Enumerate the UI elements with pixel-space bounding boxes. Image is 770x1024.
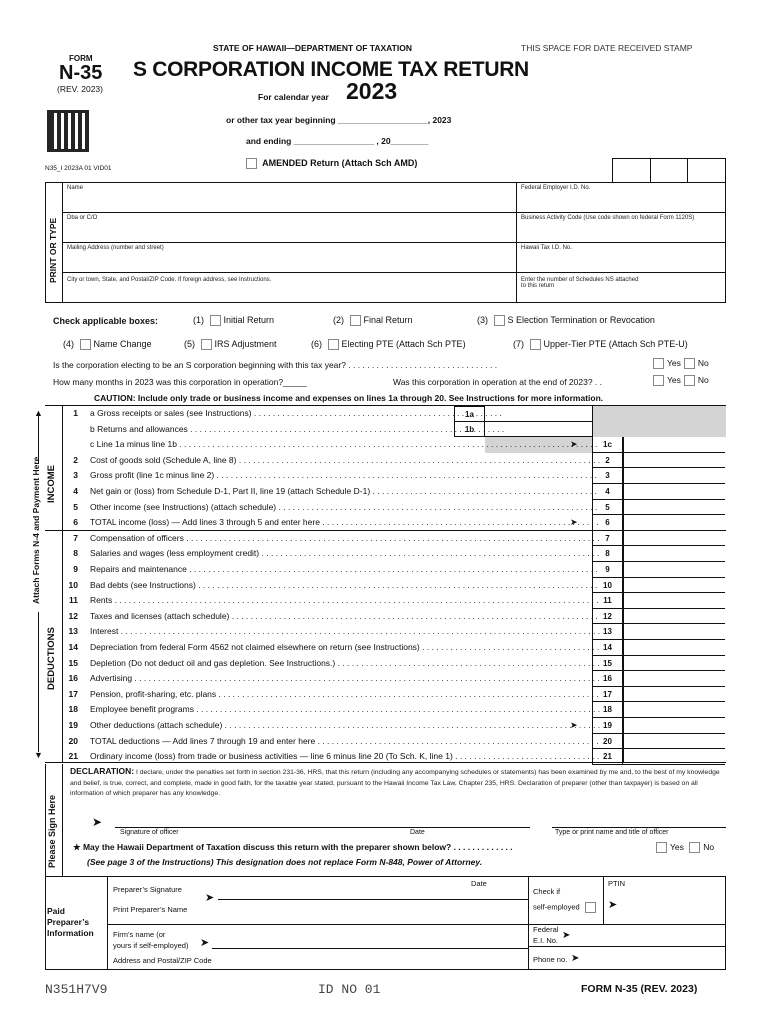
- footer-code: N351H7V9: [45, 982, 108, 997]
- attach-arrow-down: ▼: [34, 750, 43, 760]
- preparer-name-field[interactable]: Print Preparer’s Name: [113, 905, 188, 914]
- line-amount-field[interactable]: [623, 515, 725, 531]
- line-amount-field[interactable]: [623, 640, 725, 656]
- form-line: [62, 546, 725, 562]
- form-line: [62, 422, 725, 438]
- please-sign-here-label: Please Sign Here: [47, 794, 57, 868]
- line-description: TOTAL deductions — Add lines 7 through 19 and enter here . . .: [90, 734, 600, 750]
- line-description: a Gross receipts or sales (see Instructions) . . .: [90, 406, 505, 422]
- form-line: [62, 515, 725, 531]
- no-checkbox[interactable]: [684, 375, 695, 386]
- form-line: [62, 640, 725, 656]
- schedules-ns-field[interactable]: Enter the number of Schedules NS attached to this return: [521, 277, 639, 289]
- line-amount-field[interactable]: [623, 453, 725, 469]
- paid-preparer-label: Paid Preparer’s Information: [47, 906, 94, 938]
- tax-year: 2023: [346, 78, 398, 104]
- tax-year-ending: and ending _________________ , 20________: [246, 136, 429, 146]
- line-number: 14: [68, 642, 78, 652]
- attach-forms-label: Attach Forms N-4 and Payment Here: [31, 456, 41, 604]
- s-election-question: Is the corporation electing to be an S corporation beginning with this tax year? . . . . . . . . . . . . . . . . . . . . . . . . . . . . . . . .: [53, 360, 498, 370]
- line-amount-field[interactable]: [623, 687, 725, 703]
- form-line: [62, 734, 725, 750]
- line-box: 12: [592, 609, 623, 625]
- check-if-label: Check if: [533, 887, 561, 896]
- dba-field[interactable]: Dba or C/O: [67, 215, 98, 221]
- line-amount-field[interactable]: [623, 593, 725, 609]
- phone-arrow-icon: ➤: [571, 953, 580, 964]
- line-description: b Returns and allowances . . .: [90, 422, 505, 438]
- line-number: 17: [68, 688, 78, 699]
- operation-end-answer[interactable]: Yes No: [650, 375, 709, 386]
- line-number: 12: [68, 610, 78, 621]
- line-amount-field[interactable]: [623, 484, 725, 500]
- footer-form-name: FORM N-35 (REV. 2023): [581, 983, 698, 995]
- form-line: [62, 624, 725, 640]
- final-return-option[interactable]: (2) Final Return: [333, 315, 413, 325]
- form-line: [62, 468, 725, 484]
- firm-name-field[interactable]: Firm’s name (or yours if self-employed): [113, 930, 189, 950]
- line-box: 8: [592, 546, 623, 562]
- line-box: 15: [592, 656, 623, 672]
- caution-note: CAUTION: Include only trade or business income and expenses on lines 1a through 20. See Instructions for more information.: [94, 393, 604, 403]
- line-description: Compensation of officers . . .: [90, 531, 600, 547]
- line-description: Interest . . .: [90, 624, 600, 640]
- line-number: 3: [73, 470, 78, 481]
- self-employed-checkbox[interactable]: [585, 902, 596, 913]
- signature-arrow-icon: ➤: [92, 815, 103, 829]
- line-box: 4: [592, 484, 623, 500]
- line-box: 10: [592, 578, 623, 594]
- line-number: 6: [73, 517, 78, 528]
- line-amount-field[interactable]: [623, 734, 725, 750]
- line-box: 6: [592, 515, 623, 531]
- initial-return-option[interactable]: (1) Initial Return: [193, 315, 275, 325]
- line-description: Other income (see Instructions) (attach schedule) . . .: [90, 500, 600, 516]
- line-number: 1: [73, 408, 78, 418]
- line-amount-field[interactable]: [623, 624, 725, 640]
- line-amount-field[interactable]: [623, 578, 725, 594]
- preparer-date-field[interactable]: Date: [471, 879, 487, 888]
- line-description: Advertising . . .: [90, 671, 600, 687]
- line-description: Repairs and maintenance . . .: [90, 562, 600, 578]
- other-tax-year: or other tax year beginning ___________________, 2023: [226, 115, 452, 125]
- form-line: [62, 562, 725, 578]
- line-number: 4: [73, 486, 78, 496]
- preparer-signature-arrow-icon: ➤: [205, 892, 215, 904]
- no-checkbox[interactable]: [684, 358, 695, 369]
- upper-tier-pte-checkbox[interactable]: [530, 339, 541, 350]
- line-number: 15: [68, 657, 78, 668]
- line-description: TOTAL income (loss) — Add lines 3 through 5 and enter here . . .: [90, 515, 600, 531]
- ein-arrow-icon: ➤: [562, 930, 571, 941]
- city-field[interactable]: City or town, State, and Postal/ZIP Code. If foreign address, see Instructions.: [67, 277, 272, 283]
- final-return-checkbox[interactable]: [350, 315, 361, 326]
- line-description: Ordinary income (loss) from trade or business activities — line 6 minus line 20 (To Sch. K, line 1) . . .: [90, 749, 600, 765]
- line-amount-field[interactable]: [623, 671, 725, 687]
- form-line: [62, 500, 725, 516]
- line-description: Cost of goods sold (Schedule A, line 8) . . .: [90, 453, 600, 469]
- ptin-field[interactable]: PTIN: [608, 879, 626, 888]
- officer-name-title-field[interactable]: Type or print name and title of officer: [555, 829, 669, 836]
- form-line: [62, 593, 725, 609]
- line-box: 2: [592, 453, 623, 469]
- upper-tier-pte-option[interactable]: (7) Upper-Tier PTE (Attach Sch PTE-U): [513, 339, 688, 349]
- s-election-option[interactable]: (3) S Election Termination or Revocation: [477, 315, 655, 325]
- line-description: Rents . . .: [90, 593, 600, 609]
- form-line: [62, 749, 725, 765]
- form-number: N-35: [59, 62, 103, 84]
- form-label: FORM: [69, 54, 93, 63]
- self-employed-option[interactable]: self-employed: [533, 902, 599, 913]
- date-stamp-area: THIS SPACE FOR DATE RECEIVED STAMP: [521, 43, 693, 53]
- line-description: Salaries and wages (less employment credit) . . .: [90, 546, 600, 562]
- line-box: 17: [592, 687, 623, 703]
- amended-return[interactable]: AMENDED Return (Attach Sch AMD): [243, 158, 417, 169]
- form-line: [62, 702, 725, 718]
- preparer-signature-field[interactable]: Preparer’s Signature: [113, 885, 182, 894]
- arrow-icon: ➤: [570, 439, 578, 450]
- line-box: 9: [592, 562, 623, 578]
- name-field[interactable]: Name: [67, 185, 84, 191]
- line-number: 11: [69, 595, 78, 606]
- line-number: 18: [68, 704, 78, 715]
- line-number: 5: [73, 501, 78, 512]
- qr-code: [47, 110, 89, 152]
- line-amount-field[interactable]: [623, 437, 725, 453]
- line-box: 7: [592, 531, 623, 547]
- line-amount-field[interactable]: [623, 656, 725, 672]
- firm-arrow-icon: ➤: [200, 937, 210, 949]
- income-section-label: INCOME: [46, 465, 57, 503]
- line-box: 16: [592, 671, 623, 687]
- line-number: 19: [68, 720, 78, 730]
- line-number: 2: [73, 454, 78, 465]
- line-amount-field[interactable]: [623, 562, 725, 578]
- line-box: 11: [592, 593, 623, 609]
- phone-field[interactable]: Phone no.: [533, 955, 568, 964]
- form-code: N35_I 2023A 01 VID01: [45, 165, 112, 172]
- activity-code-field[interactable]: Business Activity Code (Use code shown on federal Form 1120S): [521, 215, 695, 221]
- line-amount-field[interactable]: [623, 531, 725, 547]
- form-line: [62, 531, 725, 547]
- yes-checkbox[interactable]: [656, 842, 667, 853]
- line-number: 9: [73, 564, 78, 574]
- name-change-checkbox[interactable]: [80, 339, 91, 350]
- form-line: [62, 484, 725, 500]
- deductions-section-label: DEDUCTIONS: [46, 627, 57, 690]
- line-box: 1c: [592, 437, 623, 453]
- form-line: [62, 578, 725, 594]
- line-description: Depreciation from federal Form 4562 not claimed elsewhere on return (see Instructions) . . .: [90, 640, 600, 656]
- yes-checkbox[interactable]: [653, 375, 664, 386]
- initial-return-checkbox[interactable]: [210, 315, 221, 326]
- line-description: Pension, profit-sharing, etc. plans . . .: [90, 687, 600, 703]
- agency-name: STATE OF HAWAII—DEPARTMENT OF TAXATION: [213, 43, 412, 53]
- form-title: S CORPORATION INCOME TAX RETURN: [133, 58, 529, 81]
- line-number: 7: [73, 532, 78, 543]
- line-number: 8: [73, 548, 78, 559]
- line-amount-field[interactable]: [623, 468, 725, 484]
- discuss-answer[interactable]: Yes No: [653, 842, 714, 853]
- address-field[interactable]: Mailing Address (number and street): [67, 245, 164, 251]
- no-checkbox[interactable]: [689, 842, 700, 853]
- form-line: [62, 437, 725, 453]
- line-description: Gross profit (line 1c minus line 2) . . .: [90, 468, 600, 484]
- form-line: [62, 609, 725, 625]
- federal-ein-field[interactable]: Federal E.I. No.: [533, 925, 559, 945]
- form-line: [62, 671, 725, 687]
- fein-field[interactable]: Federal Employer I.D. No.: [521, 185, 591, 191]
- declaration-text: DECLARATION: I declare, under the penalties set forth in section 231-36, HRS, that this return (including any accompanying schedules or statements) has been examined by me and, to the best of my knowledge and belief, is true, correct, and complete, made in good faith, for the taxable year stated, pursuant to the Hawaii Income Tax Law, Chapter 235, HRS. Declaration of preparer (other than taxpayer) is based on all information of which preparer has any knowledge.: [70, 766, 720, 797]
- form-line: [62, 687, 725, 703]
- line-description: Other deductions (attach schedule) . . .: [90, 718, 600, 734]
- operation-end-question: Was this corporation in operation at the end of 2023? . .: [393, 377, 603, 387]
- line-amount-field[interactable]: [623, 609, 725, 625]
- line-number: 20: [68, 735, 78, 746]
- electing-pte-checkbox[interactable]: [328, 339, 339, 350]
- line-number: 21: [68, 751, 78, 762]
- name-change-option[interactable]: (4) Name Change: [63, 339, 152, 349]
- line-number: 13: [68, 626, 78, 637]
- line-amount-field[interactable]: [623, 702, 725, 718]
- electing-pte-option[interactable]: (6) Electing PTE (Attach Sch PTE): [311, 339, 466, 349]
- line-box: 18: [592, 702, 623, 718]
- footer-id: ID NO 01: [318, 982, 381, 997]
- line-box: 3: [592, 468, 623, 484]
- line-description: Bad debts (see Instructions) . . .: [90, 578, 600, 594]
- s-election-checkbox[interactable]: [494, 315, 505, 326]
- line-description: Net gain or (loss) from Schedule D-1, Part II, line 19 (attach Schedule D-1) . . .: [90, 484, 600, 500]
- attach-arrow-up: ▲: [34, 408, 43, 418]
- form-revision: (REV. 2023): [57, 84, 103, 94]
- line-amount-field[interactable]: [623, 546, 725, 562]
- officer-date-field[interactable]: Date: [410, 829, 425, 836]
- form-line: [62, 406, 725, 422]
- check-boxes-label: Check applicable boxes:: [53, 316, 159, 326]
- line-description: Employee benefit programs . . .: [90, 702, 600, 718]
- line-amount-field[interactable]: [623, 718, 725, 734]
- firm-address-field[interactable]: Address and Postal/ZIP Code: [113, 956, 212, 965]
- stamp-boxes: [612, 158, 726, 182]
- line-description: Depletion (Do not deduct oil and gas depletion. See Instructions.) . . .: [90, 656, 600, 672]
- discuss-question: ★ May the Hawaii Department of Taxation discuss this return with the preparer shown below? . . . . . . . . . . . . .: [73, 842, 513, 852]
- line-amount-field[interactable]: [623, 500, 725, 516]
- line-description: c Line 1a minus line 1b . . .: [90, 437, 600, 453]
- form-line: [62, 718, 725, 734]
- discuss-note: (See page 3 of the Instructions) This designation does not replace Form N-848, Power of Attorney.: [87, 857, 483, 867]
- s-election-answer[interactable]: Yes No: [650, 358, 709, 369]
- line-number: 10: [68, 579, 78, 590]
- line-1a-box[interactable]: 1a: [454, 406, 485, 422]
- irs-adjustment-checkbox[interactable]: [201, 339, 212, 350]
- months-in-operation[interactable]: How many months in 2023 was this corporation in operation?_____: [53, 377, 307, 387]
- print-or-type-label: PRINT OR TYPE: [48, 217, 58, 283]
- irs-adjustment-option[interactable]: (5) IRS Adjustment: [184, 339, 277, 349]
- line-number: 16: [68, 673, 78, 684]
- form-line: [62, 453, 725, 469]
- line-box: 21: [592, 749, 623, 765]
- arrow-icon: ➤: [570, 720, 578, 730]
- line-description: Taxes and licenses (attach schedule) . . .: [90, 609, 600, 625]
- line-box: 19: [592, 718, 623, 734]
- calendar-year-label: For calendar year: [258, 92, 329, 102]
- line-box: 5: [592, 500, 623, 516]
- officer-signature-field[interactable]: Signature of officer: [120, 829, 179, 836]
- line-box: 13: [592, 624, 623, 640]
- line-amount-field[interactable]: [623, 749, 725, 765]
- amended-checkbox[interactable]: [246, 158, 257, 169]
- line-box: 14: [592, 640, 623, 656]
- hawaii-tax-id-field[interactable]: Hawaii Tax I.D. No.: [521, 245, 572, 251]
- line-1b-box[interactable]: 1b: [454, 422, 485, 438]
- yes-checkbox[interactable]: [653, 358, 664, 369]
- form-line: [62, 656, 725, 672]
- arrow-icon: ➤: [570, 517, 578, 528]
- ptin-arrow-icon: ➤: [608, 899, 618, 911]
- line-box: 20: [592, 734, 623, 750]
